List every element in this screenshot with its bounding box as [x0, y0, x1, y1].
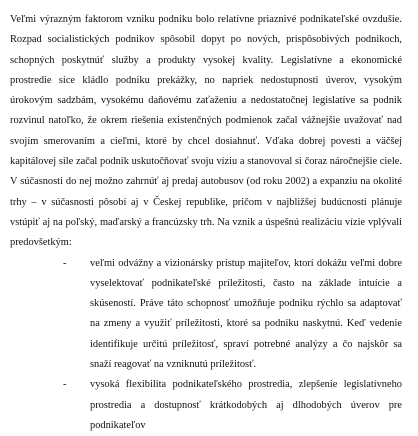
- bullet-item-1: [10, 254, 402, 376]
- bullet-item-2: [10, 375, 402, 436]
- bullet-text: veľmi odvážny a vizionársky prístup majiteľov, ktorí dokážu veľmi dobre vyselektovať podnikateľské príležitosti, často na základe intuície a skúseností. Práve táto schopnosť umožňuje podniku rýchlo sa adaptovať na zmeny a využiť príležitosti, ktoré sa podniku naskytnú. Keď vedenie identifikuje určitú príležitosť, spraví potrebné analýzy a čo najskôr sa snaží reagovať na vzniknutú príležitosť.: [90, 257, 402, 371]
- body-paragraph: Veľmi výrazným faktorom vzniku podniku bolo relatívne priaznivé podnikateľské ovzdušie. Rozpad socialistických podnikov spôsobil dopyt po nových, prispôsobivých podnikoch, schopných poskytnúť služby a produkty vysokej kvality. Legislatívne a ekonomické prostredie síce kládlo podniku prekážky, no napriek nedostupnosti úverov, vysokým úrokovým sadzbám, vysokému daňovému zaťaženiu a nedostatočnej legislatíve sa podnik rozvinul natoľko, že okrem riešenia existenčných podmienok začal vážnejšie uvažovať nad svojím smerovaním a cieľmi, ktoré by chcel dosiahnuť. Vďaka dobrej povesti a väčšej kapitálovej sile začal podnik uskutočňovať svoju víziu a stanovoval si čoraz náročnejšie ciele. V súčasnosti do nej možno zahrnúť aj predaj autobusov (od roku 2002) a expanziu na okolité trhy – v súčasnosti pôsobí aj v Českej republike, pričom v najbližšej budúcnosti plánuje vstúpiť aj na poľský, maďarský a francúzsky trh. Na vznik a úspešnú realizáciu vízie vplývali predovšetkým:: [10, 14, 402, 249]
- bullet-dash: -: [63, 379, 67, 391]
- bullet-list: [10, 254, 402, 436]
- bullet-dash: -: [63, 257, 67, 269]
- bullet-text: vysoká flexibilita podnikateľského prostredia, zlepšenie legislatívneho prostredia a dostupnosť krátkodobých aj dlhodobých úverov pre podnikateľov: [90, 379, 402, 431]
